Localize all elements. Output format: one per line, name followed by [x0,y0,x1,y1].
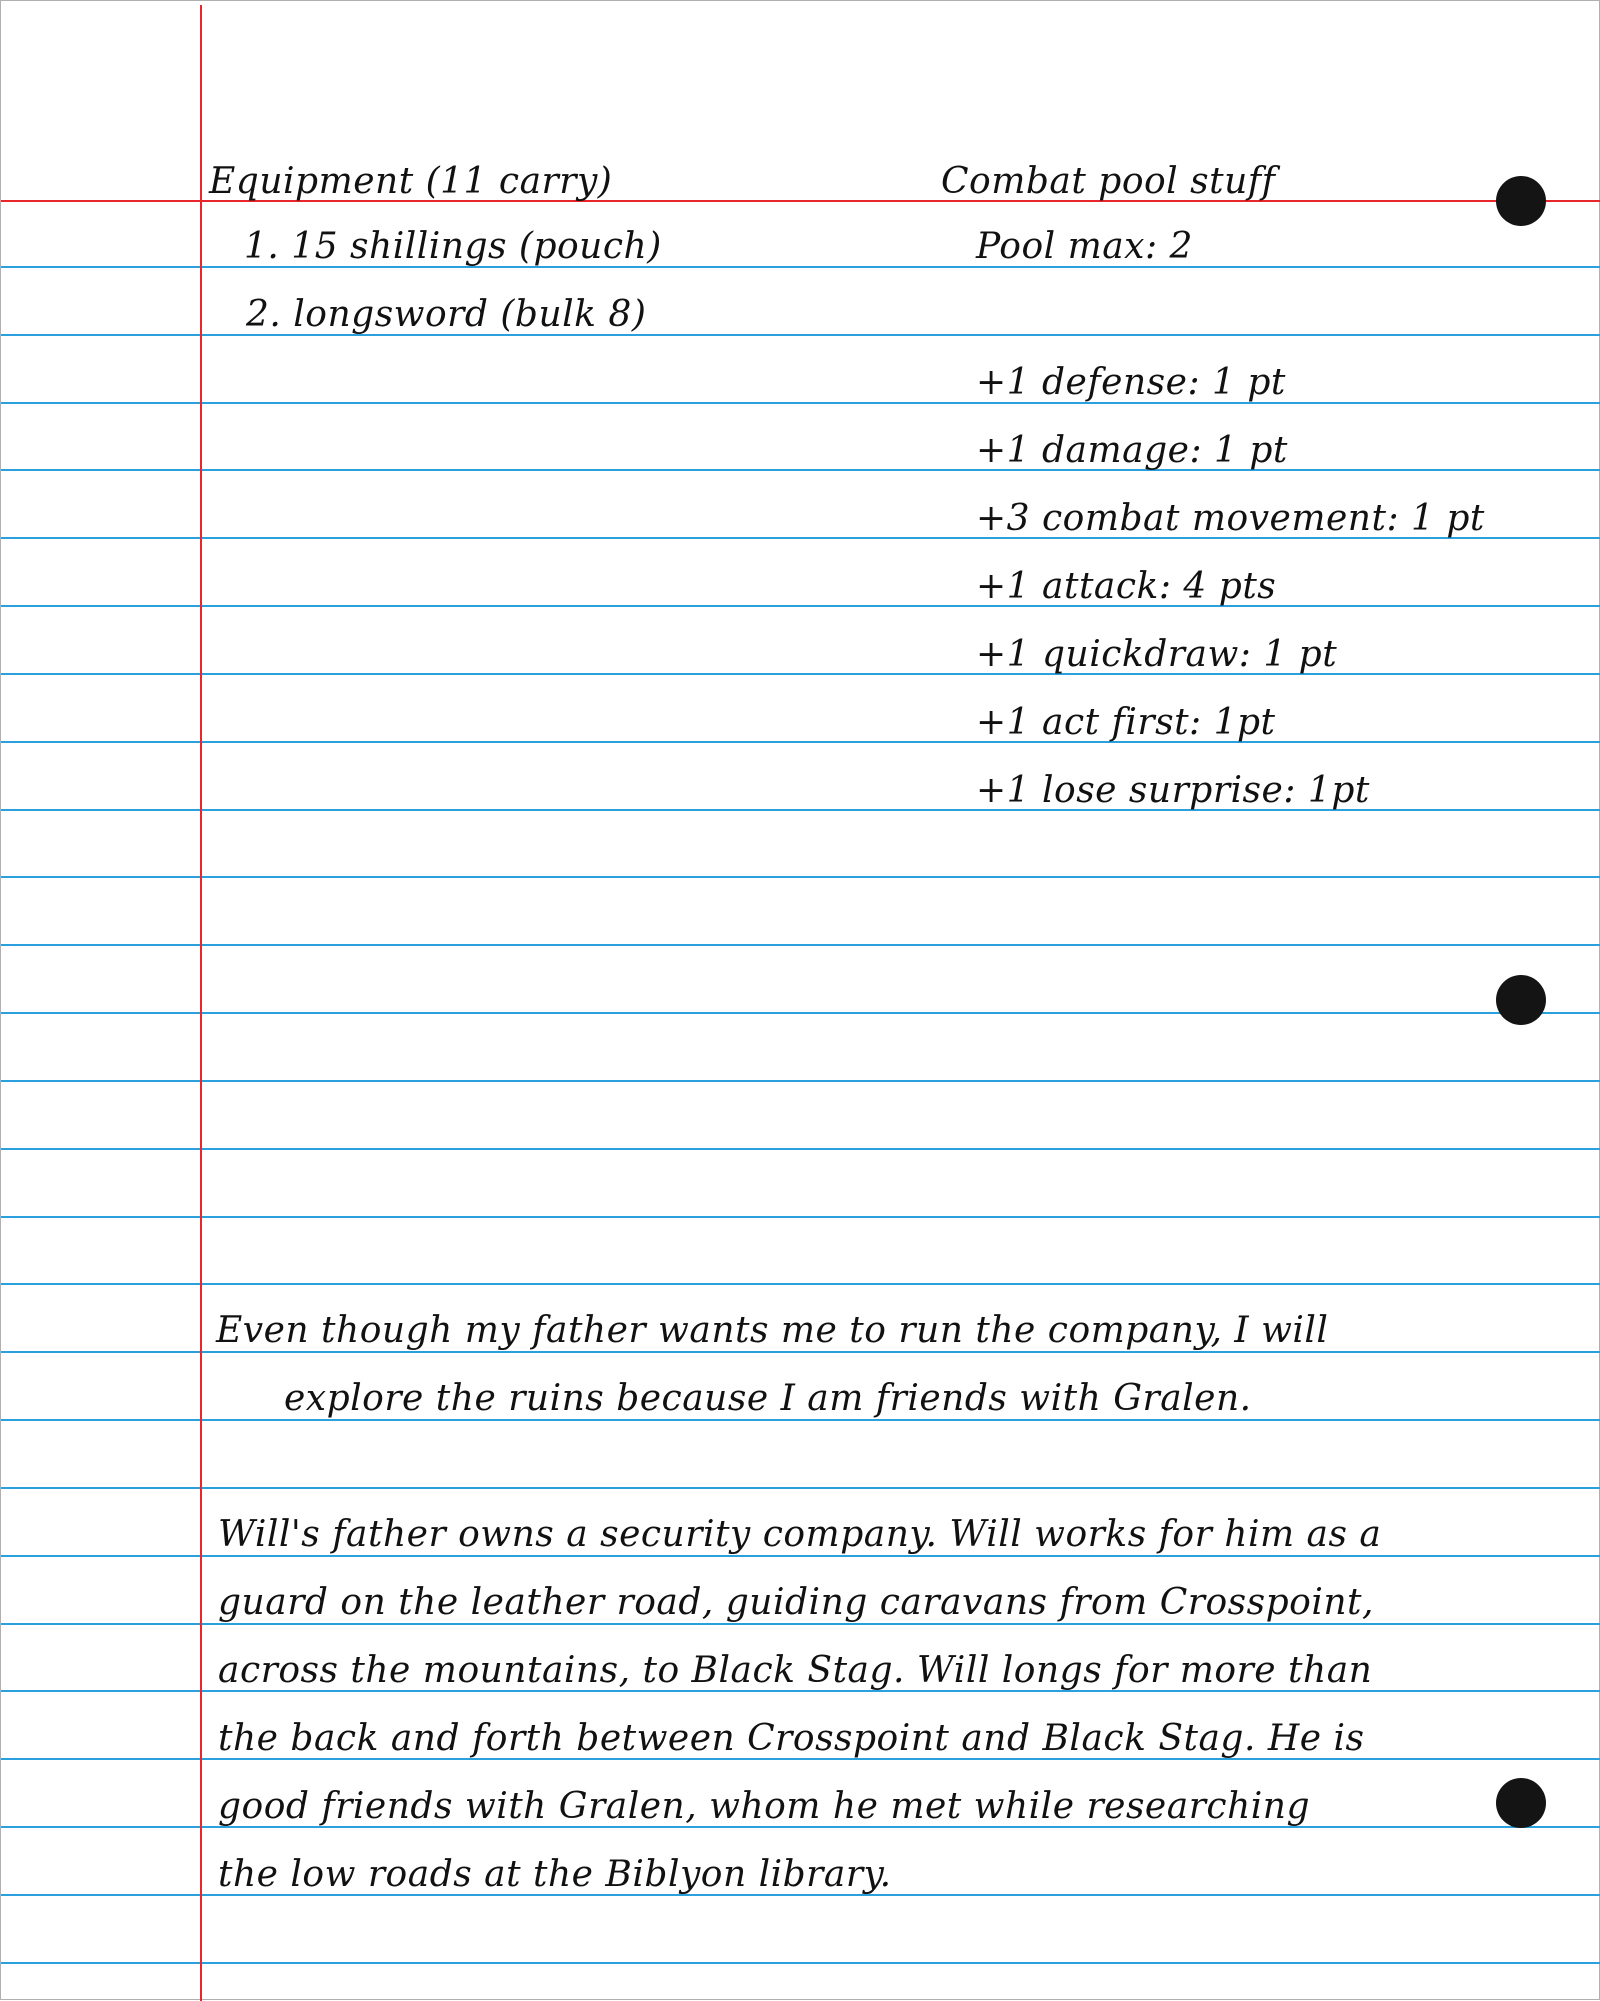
backstory-line: Will's father owns a security company. Will works for him as a [218,1514,1382,1555]
combat-pool-heading: Combat pool stuff [941,161,1276,202]
ruled-line [1,266,1600,268]
backstory-line: the low roads at the Biblyon library. [218,1854,892,1895]
binder-hole-icon [1496,1778,1546,1828]
combat-pool-item: +1 attack: 4 pts [976,566,1277,607]
combat-pool-item: +1 lose surprise: 1pt [976,770,1370,811]
motivation-line: Even though my father wants me to run the company, I will [216,1310,1329,1351]
equipment-item: 2. longsword (bulk 8) [246,294,647,335]
backstory-line: across the mountains, to Black Stag. Will longs for more than [218,1650,1373,1691]
ruled-line [1,1962,1600,1964]
ruled-line [1,944,1600,946]
ruled-line [1,1487,1600,1489]
combat-pool-item: +1 act first: 1pt [976,702,1276,743]
ruled-line [1,741,1600,743]
ruled-line [1,673,1600,675]
combat-pool-item: +1 defense: 1 pt [976,362,1286,403]
pool-max: Pool max: 2 [976,226,1193,267]
motivation-line: explore the ruins because I am friends with Gralen. [284,1378,1252,1419]
ruled-line [1,402,1600,404]
ruled-line [1,605,1600,607]
ruled-line [1,1080,1600,1082]
binder-hole-icon [1496,975,1546,1025]
ruled-line [1,1148,1600,1150]
combat-pool-item: +1 damage: 1 pt [976,430,1288,471]
binder-hole-icon [1496,176,1546,226]
backstory-line: good friends with Gralen, whom he met while researching [218,1786,1310,1827]
ruled-line [1,469,1600,471]
combat-pool-item: +1 quickdraw: 1 pt [976,634,1338,675]
equipment-item: 1. 15 shillings (pouch) [244,226,662,267]
ruled-line [1,1216,1600,1218]
left-margin-line [200,5,202,2001]
equipment-heading: Equipment (11 carry) [209,161,613,202]
backstory-line: guard on the leather road, guiding caravans from Crosspoint, [218,1582,1374,1623]
ruled-line [1,1012,1600,1014]
combat-pool-item: +3 combat movement: 1 pt [976,498,1485,539]
ruled-line [1,334,1600,336]
backstory-line: the back and forth between Crosspoint and Black Stag. He is [218,1718,1365,1759]
ruled-line [1,876,1600,878]
ruled-line [1,1283,1600,1285]
